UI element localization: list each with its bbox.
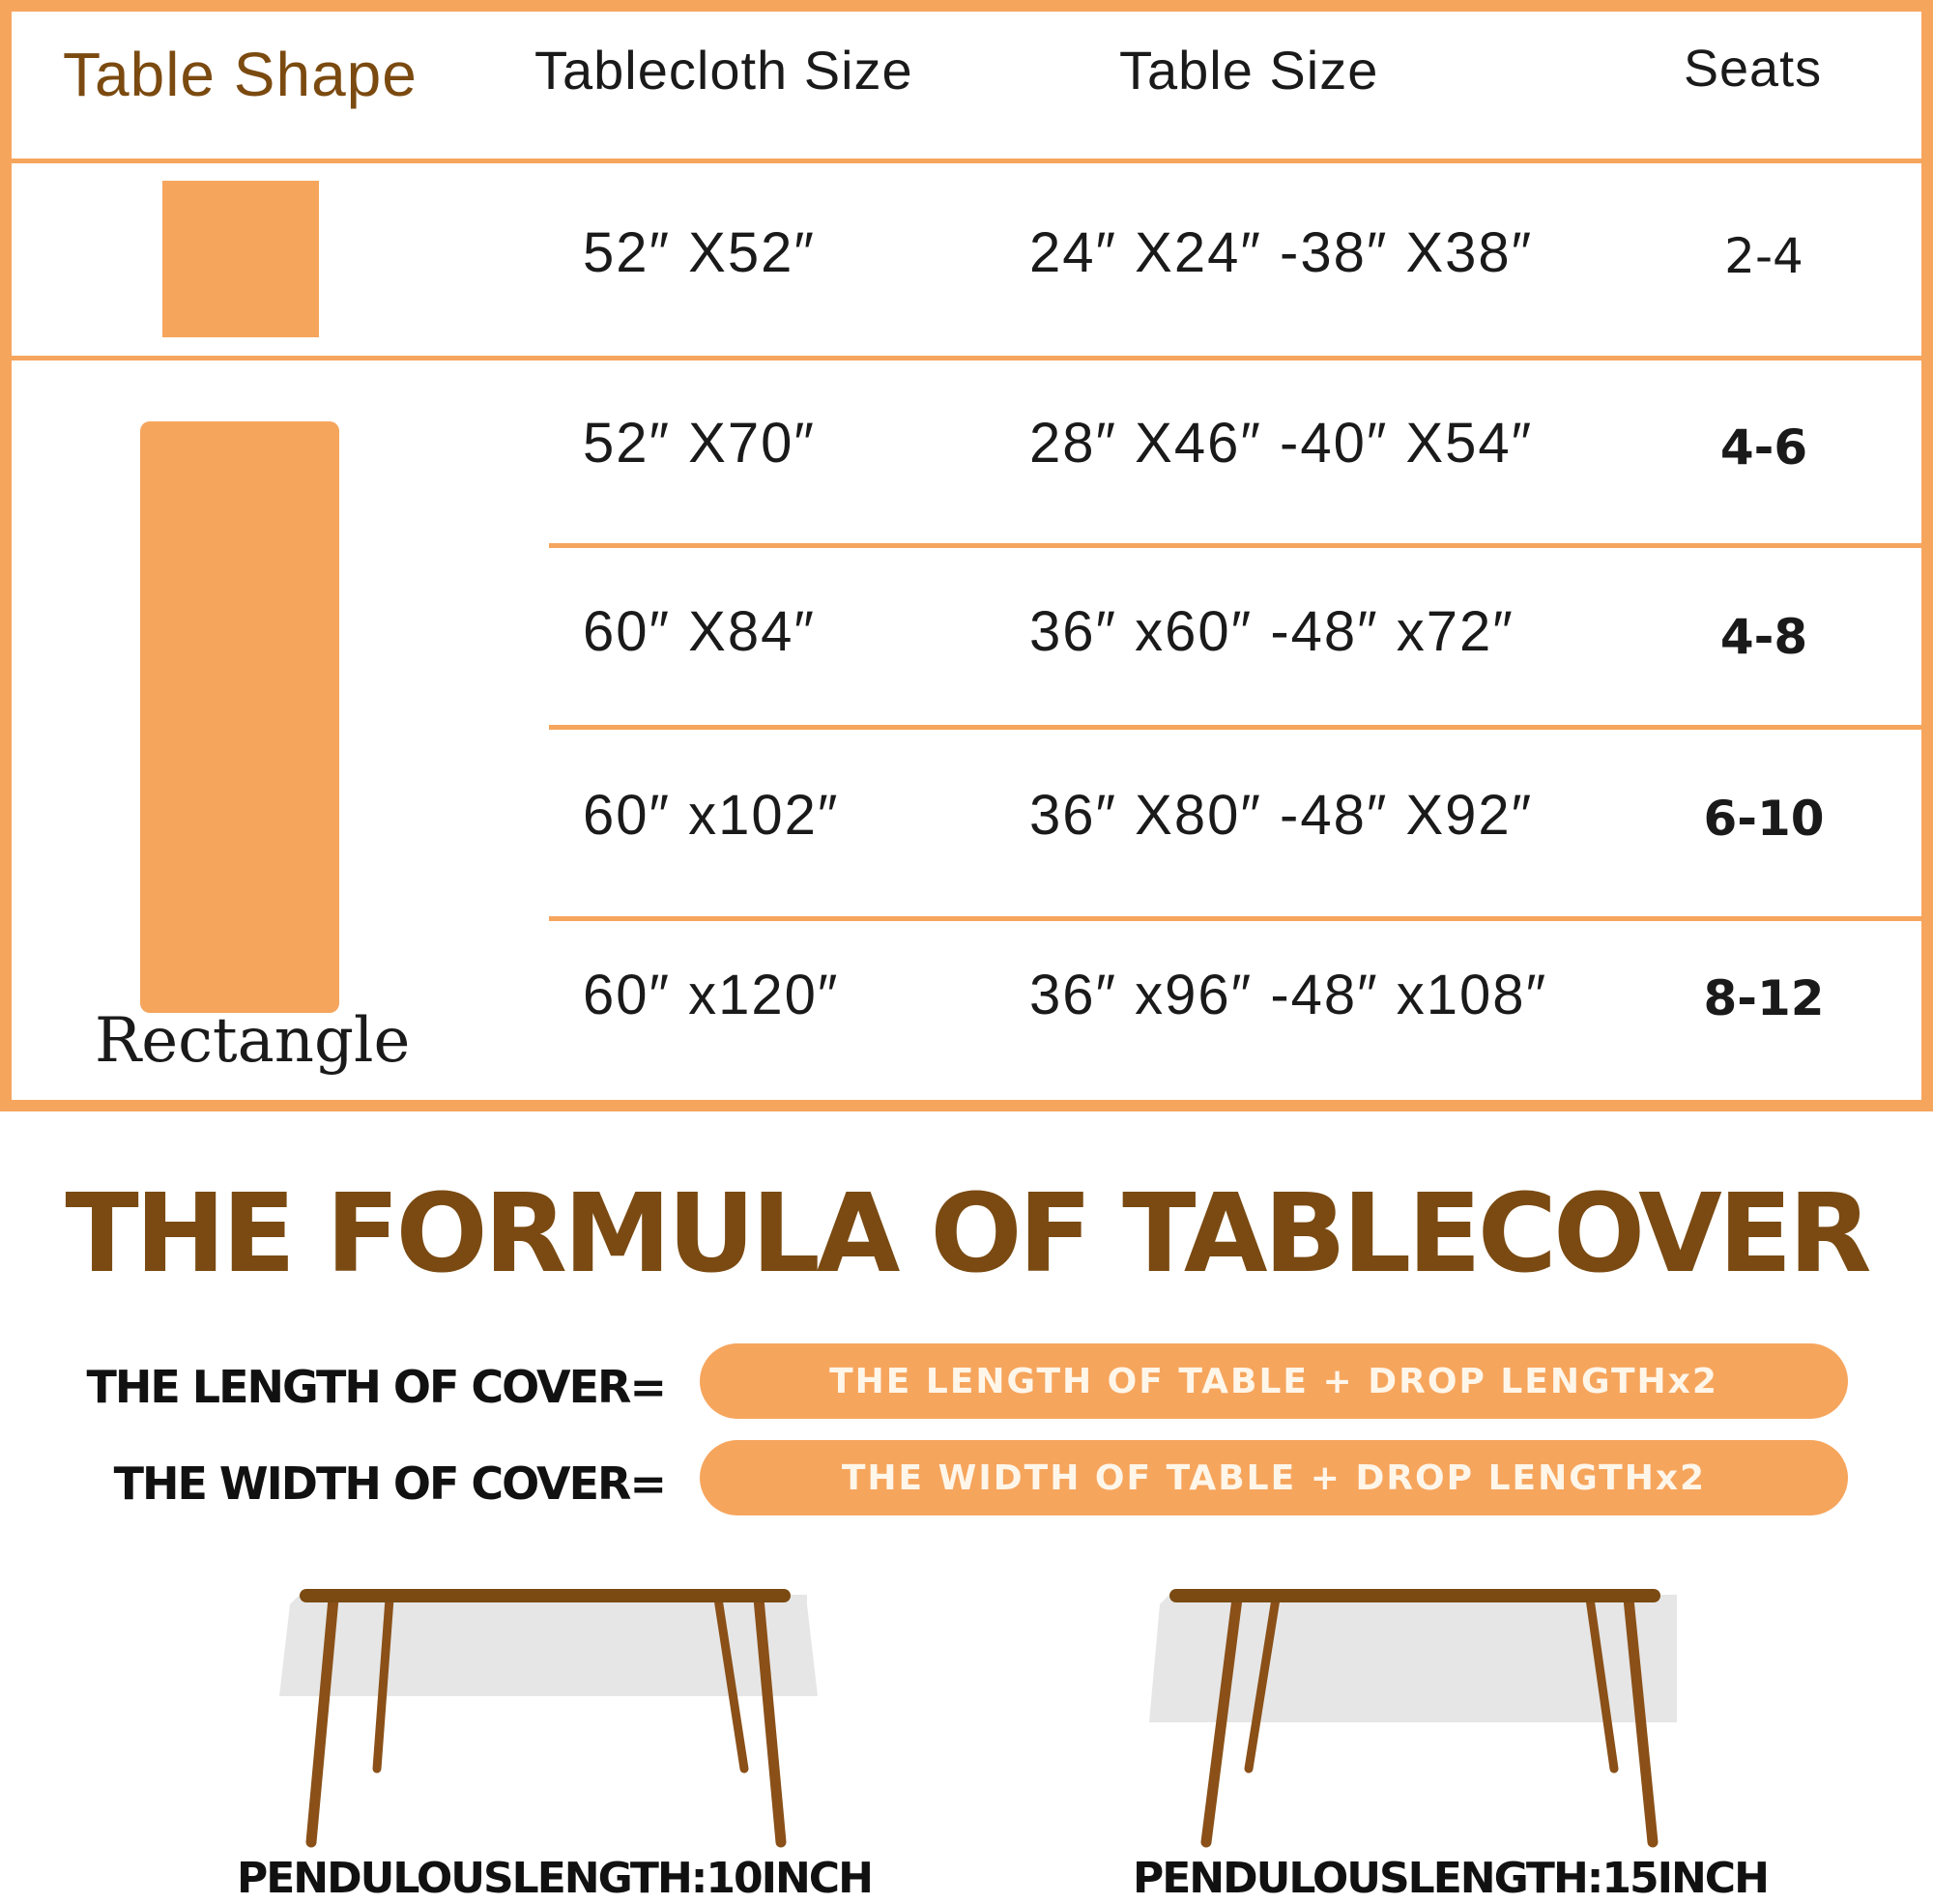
pendulous-length-label: PENDULOUSLENGTH:15INCH (1133, 1854, 1768, 1903)
width-formula-pill: THE WIDTH OF TABLE + DROP LENGTHx2 (700, 1440, 1848, 1515)
seats-cell: 6-10 (1703, 791, 1825, 847)
seats-cell: 4-6 (1719, 419, 1808, 476)
table-10inch-drop-illustration (271, 1575, 851, 1856)
row-divider (549, 725, 1921, 730)
width-of-cover-label: THE WIDTH OF COVER= (113, 1457, 665, 1510)
header-seats: Seats (1684, 40, 1823, 98)
square-shape-icon (162, 181, 319, 337)
pendulous-length-label: PENDULOUSLENGTH:10INCH (237, 1854, 872, 1903)
rectangle-shape-icon (140, 421, 339, 1013)
table-top (300, 1589, 791, 1602)
formula-title: THE FORMULA OF TABLECOVER (65, 1171, 1868, 1297)
tablecloth-shape (279, 1595, 818, 1696)
tablecloth-size-cell: 60″ X84″ (583, 600, 816, 663)
table-size-cell: 36″ x96″ -48″ x108″ (1029, 964, 1548, 1026)
row-divider (12, 159, 1921, 163)
row-divider (549, 543, 1921, 548)
table-15inch-drop-illustration (1140, 1575, 1720, 1856)
header-table-size: Table Size (1119, 40, 1379, 101)
seats-cell: 4-8 (1719, 609, 1808, 665)
header-tablecloth-size: Tablecloth Size (534, 40, 913, 101)
length-formula-pill: THE LENGTH OF TABLE + DROP LENGTHx2 (700, 1343, 1848, 1419)
table-size-cell: 36″ X80″ -48″ X92″ (1029, 784, 1534, 847)
tablecloth-size-cell: 60″ x120″ (583, 964, 840, 1026)
seats-cell: 2-4 (1724, 228, 1803, 284)
table-size-cell: 24″ X24″ -38″ X38″ (1029, 221, 1534, 284)
table-size-cell: 36″ x60″ -48″ x72″ (1029, 600, 1515, 663)
row-divider (12, 356, 1921, 361)
table-size-cell: 28″ X46″ -40″ X54″ (1029, 412, 1534, 475)
tablecloth-size-cell: 52″ X52″ (583, 221, 816, 284)
length-of-cover-label: THE LENGTH OF COVER= (86, 1361, 665, 1413)
tablecloth-size-cell: 52″ X70″ (583, 412, 816, 475)
tablecloth-size-cell: 60″ x102″ (583, 784, 840, 847)
header-table-shape: Table Shape (63, 40, 418, 109)
table-top (1169, 1589, 1660, 1602)
seats-cell: 8-12 (1703, 970, 1825, 1026)
row-divider (549, 916, 1921, 921)
rectangle-label: Rectangle (95, 1005, 411, 1077)
